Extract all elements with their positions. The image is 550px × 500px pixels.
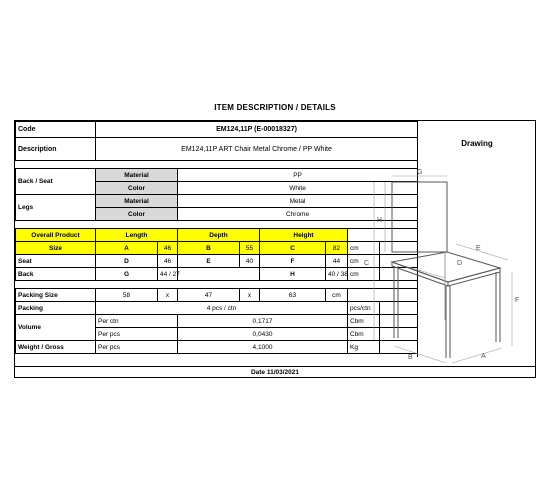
- legs-color-label: Color: [96, 208, 178, 221]
- dim-b-value: 55: [240, 242, 260, 255]
- back-seat-color-label: Color: [96, 182, 178, 195]
- back-seat-material-row: [16, 169, 418, 182]
- dim-h-letter: H: [260, 268, 326, 281]
- packing-size-row: [16, 289, 418, 302]
- dim-e-value: 40: [240, 255, 260, 268]
- back-seat-color-value: White: [178, 182, 418, 195]
- back-label: Back: [16, 268, 96, 281]
- depth-header: Depth: [178, 229, 260, 242]
- volume-per-ctn-unit: Cbm: [348, 315, 380, 328]
- seat-row: [16, 255, 418, 268]
- legs-label: Legs: [16, 195, 96, 221]
- drawing-title: Drawing: [461, 139, 493, 148]
- legs-color-value: Chrome: [178, 208, 418, 221]
- chair-seat-edge-front: [392, 262, 448, 286]
- chair-seat-edge-side: [448, 268, 500, 286]
- dim-a-letter: A: [96, 242, 158, 255]
- volume-label: Volume: [16, 315, 96, 341]
- overall-header-row: [16, 229, 418, 242]
- dim-h-value: 40 / 38: [326, 268, 348, 281]
- label-b: B: [408, 354, 413, 361]
- weight-per-pcs-label: Per pcs: [96, 341, 178, 354]
- dim-a-value: 46: [158, 242, 178, 255]
- dim-d-value: 46: [158, 255, 178, 268]
- length-header: Length: [96, 229, 178, 242]
- volume-per-pcs-value: 0,0430: [178, 328, 348, 341]
- packing-size-unit: cm: [326, 289, 348, 302]
- dim-g-letter: G: [96, 268, 158, 281]
- description-label: Description: [16, 138, 96, 161]
- packing-x2: x: [240, 289, 260, 302]
- label-g: G: [417, 169, 423, 176]
- spacer: [16, 161, 418, 169]
- label-h: H: [377, 217, 383, 224]
- description-value: EM124,11P ART Chair Metal Chrome / PP White: [96, 138, 418, 161]
- dim-f-value: 44: [326, 255, 348, 268]
- dim-c-value: 82: [326, 242, 348, 255]
- label-a: A: [481, 353, 486, 360]
- dim-f-letter: F: [260, 255, 326, 268]
- packing-row: [16, 302, 418, 315]
- footer-date: Date 11/03/2021: [15, 366, 535, 378]
- spacer: [16, 221, 418, 229]
- sheet-title: ITEM DESCRIPTION / DETAILS: [214, 103, 336, 112]
- legs-material-row: [16, 195, 418, 208]
- dim-line-a: [452, 348, 502, 363]
- packing-size-label: Packing Size: [16, 289, 96, 302]
- spacer: [16, 281, 418, 289]
- dim-g-value: 44 / 27: [158, 268, 178, 281]
- packing-width: 47: [178, 289, 240, 302]
- volume-per-ctn-row: [16, 315, 418, 328]
- dim-e-letter: E: [178, 255, 240, 268]
- legs-material-label: Material: [96, 195, 178, 208]
- back-seat-material-value: PP: [178, 169, 418, 182]
- weight-label: Weight / Gross: [16, 341, 96, 354]
- dim-line-b: [394, 346, 446, 363]
- seat-unit: cm: [348, 255, 380, 268]
- back-seat-label: Back / Seat: [16, 169, 96, 195]
- overall-label: Overall Product: [16, 229, 96, 242]
- volume-per-pcs-unit: Cbm: [348, 328, 380, 341]
- volume-per-pcs-label: Per pcs: [96, 328, 178, 341]
- back-unit: cm: [348, 268, 380, 281]
- overall-unit: cm: [348, 242, 380, 255]
- overall-values-row: [16, 242, 418, 255]
- label-d: D: [457, 260, 463, 267]
- description-row: [16, 138, 418, 161]
- code-row: [16, 122, 418, 138]
- weight-value: 4,1000: [178, 341, 348, 354]
- packing-value: 4 pcs / ctn: [96, 302, 348, 315]
- height-header: Height: [260, 229, 348, 242]
- spec-table: [15, 121, 418, 354]
- chair-drawing: [360, 160, 530, 365]
- chair-backrest: [392, 182, 447, 252]
- packing-label: Packing: [16, 302, 96, 315]
- dim-line-d: [405, 266, 445, 278]
- dim-d-letter: D: [96, 255, 158, 268]
- label-c: C: [364, 260, 370, 267]
- code-label: Code: [16, 122, 96, 138]
- back-row: [16, 268, 418, 281]
- weight-row: [16, 341, 418, 354]
- overall-size-label: Size: [16, 242, 96, 255]
- weight-unit: Kg: [348, 341, 380, 354]
- legs-material-value: Metal: [178, 195, 418, 208]
- code-value: EM124,11P (E-00018327): [96, 122, 418, 138]
- dim-line-e: [456, 244, 508, 260]
- volume-per-ctn-label: Per ctn: [96, 315, 178, 328]
- dim-c-letter: C: [260, 242, 326, 255]
- blank-cell: [178, 268, 260, 281]
- volume-per-ctn-value: 0,1717: [178, 315, 348, 328]
- packing-height: 63: [260, 289, 326, 302]
- seat-label: Seat: [16, 255, 96, 268]
- packing-length: 58: [96, 289, 158, 302]
- packing-x1: x: [158, 289, 178, 302]
- dim-b-letter: B: [178, 242, 240, 255]
- label-f: F: [515, 297, 520, 304]
- packing-unit: pcs/ctn: [348, 302, 380, 315]
- label-e: E: [476, 245, 481, 252]
- back-seat-material-label: Material: [96, 169, 178, 182]
